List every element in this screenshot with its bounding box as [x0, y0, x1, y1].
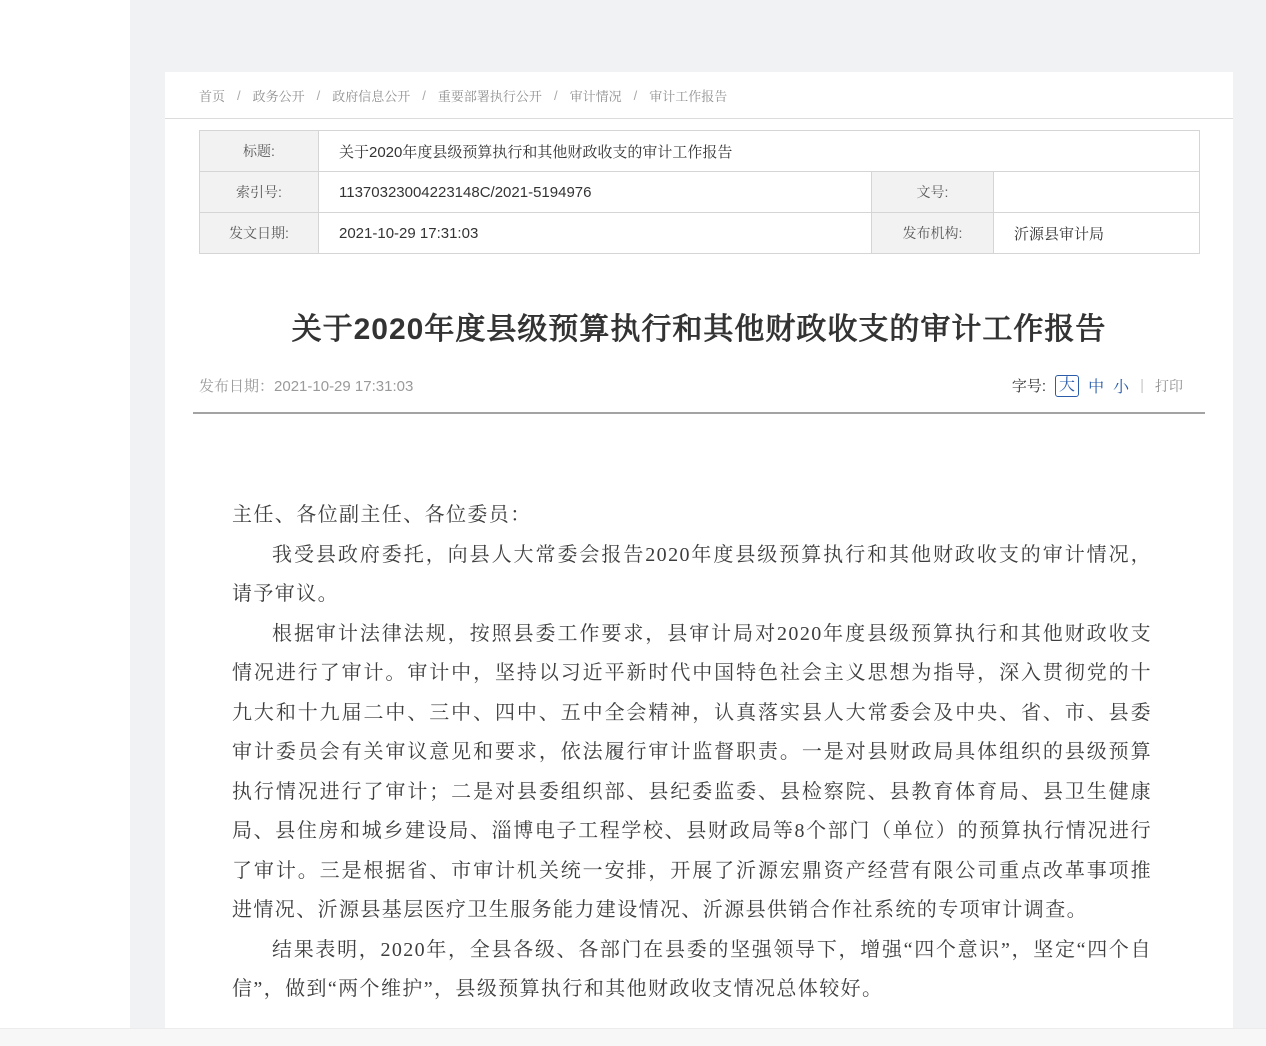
breadcrumb-separator: / — [316, 87, 321, 103]
print-button[interactable]: 打印 — [1155, 377, 1183, 394]
fontsize-small-button[interactable]: 小 — [1113, 379, 1130, 396]
title-value-cell: 关于2020年度县级预算执行和其他财政收支的审计工作报告 — [319, 131, 1200, 172]
content-card — [165, 72, 1233, 1028]
breadcrumb-separator: / — [633, 87, 638, 103]
index-number-value-cell: 11370323004223148C/2021-5194976 — [319, 172, 872, 213]
doc-number-value-cell — [994, 172, 1200, 213]
breadcrumb-item-audit-status[interactable]: 审计情况 — [569, 88, 622, 104]
title-label-cell: 标题: — [200, 131, 319, 172]
fontsize-large-button[interactable]: 大 — [1055, 375, 1079, 397]
article-paragraph: 结果表明，2020年，全县各级、各部门在县委的坚强领导下，增强“四个意识”，坚定“四个自信”，做到“两个维护”，县级预算执行和其他财政收支情况总体较好。 — [232, 938, 1152, 1000]
breadcrumb-separator: / — [553, 87, 558, 103]
breadcrumb — [165, 72, 1233, 119]
table-row — [200, 172, 1200, 213]
index-number-label-cell: 索引号: — [200, 172, 319, 213]
fontsize-medium-button[interactable]: 中 — [1088, 379, 1105, 396]
article-body — [165, 414, 1233, 1010]
breadcrumb-item-home[interactable]: 首页 — [199, 88, 226, 104]
document-meta-table — [199, 130, 1200, 254]
breadcrumb-item-gov-info[interactable]: 政府信息公开 — [332, 88, 411, 104]
table-row — [200, 213, 1200, 254]
toolbar-divider: | — [1140, 377, 1144, 394]
breadcrumb-item-deployment[interactable]: 重要部署执行公开 — [437, 88, 542, 104]
agency-label-cell: 发布机构: — [872, 213, 994, 254]
fontsize-toolbar — [1012, 374, 1183, 397]
table-row — [200, 131, 1200, 172]
doc-number-label-cell: 文号: — [872, 172, 994, 213]
agency-value-cell: 沂源县审计局 — [994, 213, 1200, 254]
article-paragraph: 我受县政府委托，向县人大常委会报告2020年度县级预算执行和其他财政收支的审计情况，请予审议。 — [232, 543, 1152, 605]
issue-date-value-cell: 2021-10-29 17:31:03 — [319, 213, 872, 254]
footer-bar — [0, 1028, 1266, 1046]
publish-date — [199, 375, 413, 396]
page-title: 关于2020年度县级预算执行和其他财政收支的审计工作报告 — [291, 313, 1107, 346]
article-paragraph: 根据审计法律法规，按照县委工作要求，县审计局对2020年度县级预算执行和其他财政收支情况进行了审计。审计中，坚持以习近平新时代中国特色社会主义思想为指导，深入贯彻党的十九大和十九届二中、三中、四中、五中全会精神，认真落实县人大常委会及中央、省、市、县委审计委员会有关审议意见和要求，依法履行审计监督职责。一是对县财政局具体组织的县级预算执行情况进行了审计；二是对县委组织部、县纪委监委、县检察院、县教育体育局、县卫生健康局、县住房和城乡建设局、淄博电子工程学校、县财政局等8个部门（单位）的预算执行情况进行了审计。三是根据省、市审计机关统一安排，开展了沂源宏鼎资产经营有限公司重点改革事项推进情况、沂源县基层医疗卫生服务能力建设情况、沂源县供销合作社系统的专项审计调查。 — [232, 622, 1152, 921]
breadcrumb-item-gov-affairs[interactable]: 政务公开 — [252, 88, 305, 104]
article-paragraph-salutation: 主任、各位副主任、各位委员： — [232, 504, 532, 526]
breadcrumb-separator: / — [237, 87, 241, 103]
breadcrumb-item-audit-report[interactable]: 审计工作报告 — [649, 88, 728, 104]
article-meta-row — [165, 374, 1233, 397]
publish-date-label: 发布日期： — [199, 378, 275, 395]
issue-date-label-cell: 发文日期: — [200, 213, 319, 254]
breadcrumb-separator: / — [422, 87, 426, 103]
fontsize-label: 字号: — [1011, 378, 1047, 395]
publish-date-value: 2021-10-29 17:31:03 — [274, 378, 414, 395]
